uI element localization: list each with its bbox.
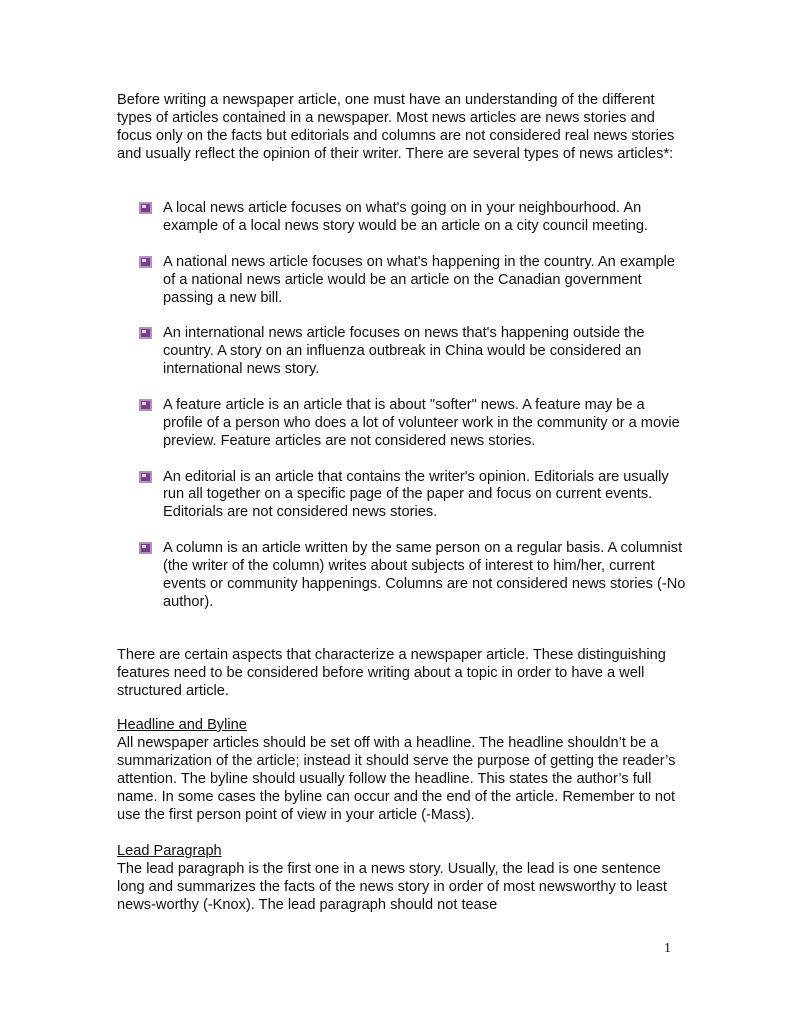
- purple-square-bullet-icon: [139, 202, 152, 214]
- section-body: The lead paragraph is the first one in a news story. Usually, the lead is one sentence long and summarizes the facts of the news story in order of most newsworthy to least news-worthy (-Knox). The lead paragraph should not tease: [117, 860, 667, 913]
- lead-paragraph-section: [117, 843, 687, 915]
- list-item-text: A national news article focuses on what's happening in the country. An example of a national news article would be an article on the Canadian government passing a new bill.: [163, 253, 675, 306]
- list-item-text: An international news article focuses on news that's happening outside the country. A story on an influenza outbreak in China would be considered an international news story.: [163, 325, 645, 378]
- purple-square-bullet-icon: [139, 399, 152, 411]
- article-types-list: [117, 200, 687, 630]
- list-item: [117, 200, 687, 236]
- purple-square-bullet-icon: [139, 327, 152, 339]
- purple-square-bullet-icon: [139, 471, 152, 483]
- section-heading: Lead Paragraph: [117, 843, 222, 859]
- list-item-text: A feature article is an article that is about "softer" news. A feature may be a profile of a person who does a lot of volunteer work in the community or a movie preview. Feature articles are not considered news stories.: [163, 396, 680, 449]
- list-item: [117, 469, 687, 523]
- list-item: [117, 397, 687, 451]
- list-item-text: A local news article focuses on what's going on in your neighbourhood. An example of a local news story would be an article on a city council meeting.: [163, 200, 649, 234]
- page-number: 1: [664, 941, 671, 956]
- purple-square-bullet-icon: [139, 256, 152, 268]
- section-body: All newspaper articles should be set off with a headline. The headline shouldn’t be a summarization of the article; instead it should serve the purpose of getting the reader’s attention. The byline should usually follow the headline. This states the author’s full name. In some cases the byline can occur and the end of the article. Remember to not use the first person point of view in your article (-Mass).: [117, 734, 676, 823]
- list-item: [117, 254, 687, 308]
- list-item: [117, 325, 687, 379]
- list-item: [117, 540, 687, 612]
- intro-paragraph: Before writing a newspaper article, one must have an understanding of the different types of articles contained in a newspaper. Most news articles are news stories and focus only on the facts but editorials and columns are not considered real news stories and usually reflect the opinion of their writer. There are several types of news articles*:: [117, 92, 675, 162]
- purple-square-bullet-icon: [139, 542, 152, 554]
- aspects-paragraph: There are certain aspects that characterize a newspaper article. These distinguishing features need to be considered before writing about a topic in order to have a well structured article.: [117, 647, 666, 699]
- headline-byline-section: [117, 717, 687, 824]
- list-item-text: An editorial is an article that contains the writer's opinion. Editorials are usually run all together on a specific page of the paper and focus on current events. Editorials are not considered news stories.: [163, 468, 669, 521]
- section-heading: Headline and Byline: [117, 717, 247, 733]
- list-item-text: A column is an article written by the same person on a regular basis. A columnist (the writer of the column) writes about subjects of interest to him/her, current events or community happenings. Columns are not considered news stories (-No author).: [163, 540, 686, 610]
